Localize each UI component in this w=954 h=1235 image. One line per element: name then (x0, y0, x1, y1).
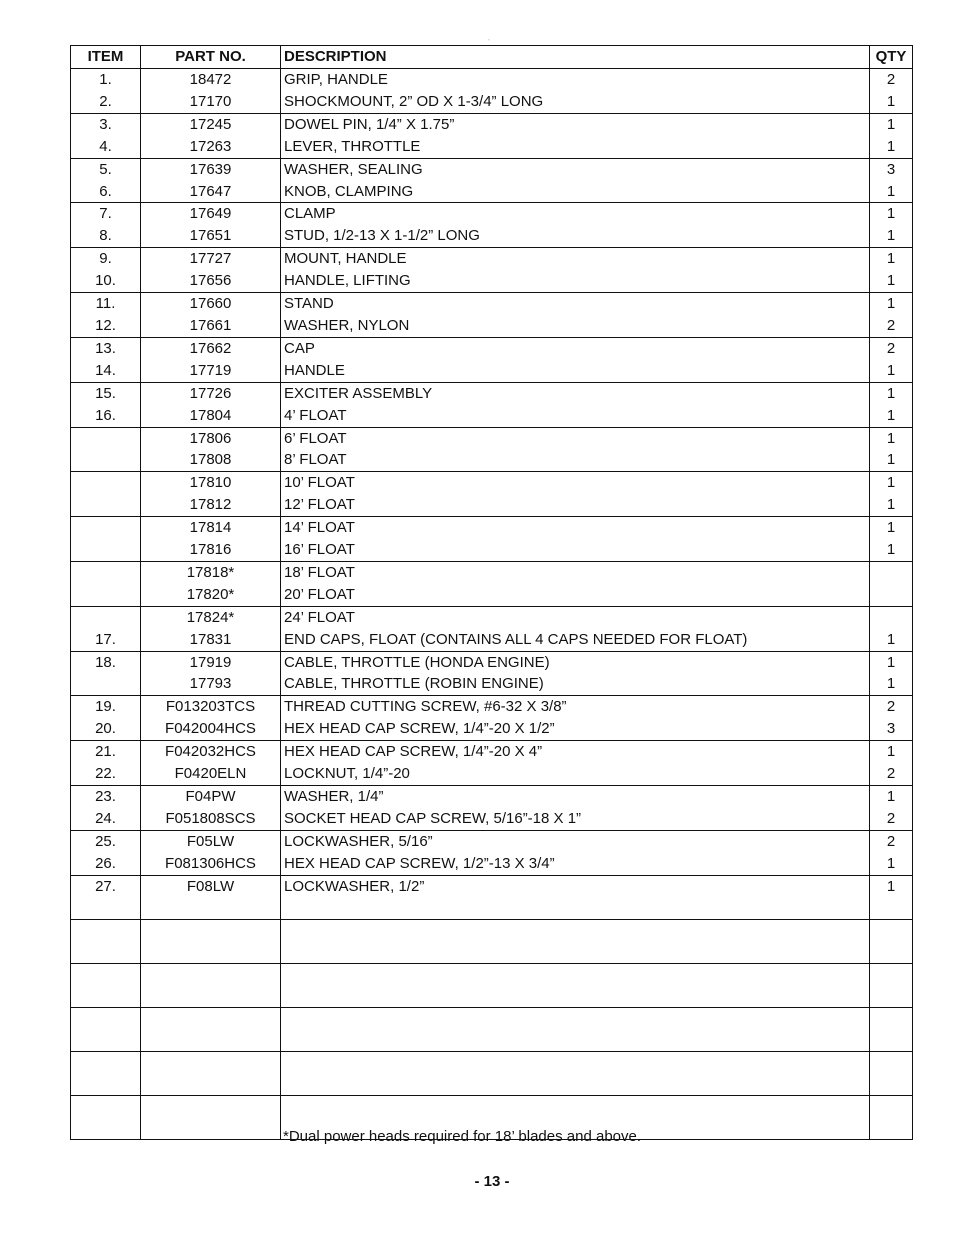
table-row (71, 651, 913, 673)
qty-cell: 1 (870, 449, 913, 471)
table-row (71, 405, 913, 427)
qty-cell: 1 (870, 113, 913, 135)
item-cell: 17. (71, 629, 141, 651)
empty-cell (71, 1052, 141, 1096)
part-no-cell: 17245 (141, 113, 281, 135)
qty-cell: 1 (870, 494, 913, 516)
description-cell: 14’ FLOAT (281, 517, 870, 539)
part-no-cell: F051808SCS (141, 808, 281, 830)
qty-cell: 1 (870, 853, 913, 875)
item-cell (71, 673, 141, 695)
item-cell: 16. (71, 405, 141, 427)
item-cell: 19. (71, 696, 141, 718)
description-cell: CABLE, THROTTLE (ROBIN ENGINE) (281, 673, 870, 695)
table-row (71, 853, 913, 875)
empty-cell (281, 920, 870, 964)
table-row (71, 718, 913, 740)
part-no-cell: 17263 (141, 136, 281, 158)
description-cell: 4’ FLOAT (281, 405, 870, 427)
item-cell: 6. (71, 181, 141, 203)
empty-cell (281, 1008, 870, 1052)
table-row (71, 539, 913, 561)
qty-cell: 1 (870, 539, 913, 561)
header-part-no: PART NO. (141, 46, 281, 69)
description-cell: SOCKET HEAD CAP SCREW, 5/16”-18 X 1” (281, 808, 870, 830)
description-cell: 12’ FLOAT (281, 494, 870, 516)
table-row (71, 494, 913, 516)
item-cell: 1. (71, 69, 141, 91)
qty-cell: 1 (870, 651, 913, 673)
qty-cell: 2 (870, 763, 913, 785)
table-row (71, 584, 913, 606)
part-no-cell: 17816 (141, 539, 281, 561)
item-cell (71, 427, 141, 449)
page-number: - 13 - (474, 1173, 510, 1190)
part-no-cell: 17812 (141, 494, 281, 516)
empty-cell (870, 964, 913, 1008)
item-cell: 8. (71, 225, 141, 247)
description-cell: LOCKWASHER, 1/2” (281, 875, 870, 897)
part-no-cell: F081306HCS (141, 853, 281, 875)
item-cell: 9. (71, 248, 141, 270)
item-cell (71, 898, 141, 920)
qty-cell: 2 (870, 696, 913, 718)
qty-cell: 1 (870, 248, 913, 270)
table-body (71, 69, 913, 1140)
part-no-cell: 17719 (141, 360, 281, 382)
table-row (71, 606, 913, 628)
item-cell (71, 472, 141, 494)
table-header-row (71, 46, 913, 69)
table-row (71, 203, 913, 225)
item-cell (71, 539, 141, 561)
empty-table-row (71, 920, 913, 964)
description-cell: 16’ FLOAT (281, 539, 870, 561)
table-row (71, 91, 913, 113)
description-cell: HANDLE (281, 360, 870, 382)
part-no-cell: 17651 (141, 225, 281, 247)
qty-cell: 1 (870, 181, 913, 203)
item-cell (71, 561, 141, 583)
description-cell: HEX HEAD CAP SCREW, 1/4”-20 X 4” (281, 741, 870, 763)
item-cell (71, 517, 141, 539)
qty-cell: 1 (870, 136, 913, 158)
part-no-cell: 17808 (141, 449, 281, 471)
table-row (71, 270, 913, 292)
parts-list-table (70, 45, 913, 1140)
table-row (71, 69, 913, 91)
qty-cell: 2 (870, 315, 913, 337)
item-cell: 24. (71, 808, 141, 830)
description-cell: HEX HEAD CAP SCREW, 1/4”-20 X 1/2” (281, 718, 870, 740)
item-cell: 3. (71, 113, 141, 135)
description-cell: 6’ FLOAT (281, 427, 870, 449)
table-row (71, 629, 913, 651)
part-no-cell: 17810 (141, 472, 281, 494)
part-no-cell: 17831 (141, 629, 281, 651)
description-cell: 20’ FLOAT (281, 584, 870, 606)
table-row (71, 786, 913, 808)
qty-cell (870, 584, 913, 606)
description-cell: CAP (281, 337, 870, 359)
item-cell: 11. (71, 293, 141, 315)
header-item: ITEM (71, 46, 141, 69)
description-cell: HEX HEAD CAP SCREW, 1/2”-13 X 3/4” (281, 853, 870, 875)
item-cell: 13. (71, 337, 141, 359)
table-row (71, 830, 913, 852)
description-cell: 24’ FLOAT (281, 606, 870, 628)
item-cell: 4. (71, 136, 141, 158)
qty-cell: 1 (870, 629, 913, 651)
empty-cell (141, 1052, 281, 1096)
empty-cell (281, 964, 870, 1008)
table-row (71, 472, 913, 494)
qty-cell: 1 (870, 360, 913, 382)
qty-cell: 1 (870, 293, 913, 315)
item-cell: 25. (71, 830, 141, 852)
table-row (71, 315, 913, 337)
part-no-cell: 17660 (141, 293, 281, 315)
qty-cell: 1 (870, 405, 913, 427)
description-cell: 18’ FLOAT (281, 561, 870, 583)
empty-table-row (71, 964, 913, 1008)
empty-cell (281, 1052, 870, 1096)
part-no-cell: F042004HCS (141, 718, 281, 740)
header-qty: QTY (870, 46, 913, 69)
description-cell: END CAPS, FLOAT (CONTAINS ALL 4 CAPS NEEDED FOR FLOAT) (281, 629, 870, 651)
header-mark: " (488, 38, 490, 43)
footnote: *Dual power heads required for 18’ blades and above. (283, 1128, 642, 1145)
part-no-cell: F05LW (141, 830, 281, 852)
description-cell: HANDLE, LIFTING (281, 270, 870, 292)
description-cell: MOUNT, HANDLE (281, 248, 870, 270)
empty-cell (71, 1096, 141, 1140)
table-row (71, 898, 913, 920)
description-cell: 10’ FLOAT (281, 472, 870, 494)
part-no-cell: 17804 (141, 405, 281, 427)
table-row (71, 360, 913, 382)
qty-cell: 1 (870, 382, 913, 404)
item-cell: 12. (71, 315, 141, 337)
part-no-cell: 17661 (141, 315, 281, 337)
description-cell: LEVER, THROTTLE (281, 136, 870, 158)
description-cell: SHOCKMOUNT, 2” OD X 1-3/4” LONG (281, 91, 870, 113)
table-row (71, 225, 913, 247)
qty-cell: 2 (870, 830, 913, 852)
item-cell: 20. (71, 718, 141, 740)
part-no-cell: F042032HCS (141, 741, 281, 763)
item-cell: 2. (71, 91, 141, 113)
qty-cell (870, 606, 913, 628)
table-row (71, 741, 913, 763)
empty-cell (141, 1096, 281, 1140)
description-cell: WASHER, 1/4” (281, 786, 870, 808)
part-no-cell: 17814 (141, 517, 281, 539)
empty-cell (71, 1008, 141, 1052)
part-no-cell: 17726 (141, 382, 281, 404)
item-cell: 18. (71, 651, 141, 673)
table-row (71, 136, 913, 158)
part-no-cell: F0420ELN (141, 763, 281, 785)
description-cell: DOWEL PIN, 1/4” X 1.75” (281, 113, 870, 135)
table-row (71, 337, 913, 359)
table-row (71, 673, 913, 695)
empty-cell (141, 964, 281, 1008)
qty-cell: 1 (870, 517, 913, 539)
qty-cell: 3 (870, 158, 913, 180)
empty-cell (71, 920, 141, 964)
part-no-cell: F013203TCS (141, 696, 281, 718)
qty-cell: 3 (870, 718, 913, 740)
table-row (71, 382, 913, 404)
item-cell: 15. (71, 382, 141, 404)
item-cell (71, 494, 141, 516)
empty-cell (870, 920, 913, 964)
item-cell (71, 449, 141, 471)
table-row (71, 158, 913, 180)
table-row (71, 449, 913, 471)
empty-cell (870, 1096, 913, 1140)
empty-table-row (71, 1008, 913, 1052)
qty-cell: 2 (870, 808, 913, 830)
part-no-cell: F08LW (141, 875, 281, 897)
description-cell: WASHER, NYLON (281, 315, 870, 337)
description-cell: 8’ FLOAT (281, 449, 870, 471)
description-cell: GRIP, HANDLE (281, 69, 870, 91)
qty-cell: 1 (870, 427, 913, 449)
item-cell: 26. (71, 853, 141, 875)
item-cell: 14. (71, 360, 141, 382)
table-row (71, 561, 913, 583)
item-cell: 23. (71, 786, 141, 808)
empty-cell (870, 1008, 913, 1052)
empty-cell (71, 964, 141, 1008)
part-no-cell: F04PW (141, 786, 281, 808)
part-no-cell: 17793 (141, 673, 281, 695)
table-row (71, 696, 913, 718)
qty-cell: 1 (870, 203, 913, 225)
qty-cell: 2 (870, 337, 913, 359)
item-cell: 5. (71, 158, 141, 180)
qty-cell: 1 (870, 673, 913, 695)
description-cell: KNOB, CLAMPING (281, 181, 870, 203)
description-cell: EXCITER ASSEMBLY (281, 382, 870, 404)
empty-cell (141, 1008, 281, 1052)
empty-cell (141, 920, 281, 964)
part-no-cell: 17727 (141, 248, 281, 270)
part-no-cell: 17818* (141, 561, 281, 583)
description-cell (281, 898, 870, 920)
part-no-cell: 17639 (141, 158, 281, 180)
part-no-cell (141, 898, 281, 920)
qty-cell: 1 (870, 91, 913, 113)
item-cell (71, 584, 141, 606)
qty-cell: 1 (870, 472, 913, 494)
qty-cell (870, 561, 913, 583)
part-no-cell: 18472 (141, 69, 281, 91)
header-description: DESCRIPTION (281, 46, 870, 69)
qty-cell: 1 (870, 225, 913, 247)
qty-cell (870, 898, 913, 920)
qty-cell: 1 (870, 741, 913, 763)
part-no-cell: 17170 (141, 91, 281, 113)
part-no-cell: 17919 (141, 651, 281, 673)
part-no-cell: 17656 (141, 270, 281, 292)
table-row (71, 181, 913, 203)
item-cell: 22. (71, 763, 141, 785)
description-cell: WASHER, SEALING (281, 158, 870, 180)
part-no-cell: 17806 (141, 427, 281, 449)
qty-cell: 1 (870, 875, 913, 897)
item-cell: 10. (71, 270, 141, 292)
table-row (71, 763, 913, 785)
table-row (71, 808, 913, 830)
description-cell: CLAMP (281, 203, 870, 225)
item-cell: 21. (71, 741, 141, 763)
table-row (71, 248, 913, 270)
item-cell: 27. (71, 875, 141, 897)
empty-cell (870, 1052, 913, 1096)
description-cell: THREAD CUTTING SCREW, #6-32 X 3/8” (281, 696, 870, 718)
qty-cell: 1 (870, 786, 913, 808)
part-no-cell: 17820* (141, 584, 281, 606)
description-cell: STAND (281, 293, 870, 315)
item-cell (71, 606, 141, 628)
description-cell: LOCKNUT, 1/4”-20 (281, 763, 870, 785)
table-row (71, 875, 913, 897)
description-cell: CABLE, THROTTLE (HONDA ENGINE) (281, 651, 870, 673)
part-no-cell: 17647 (141, 181, 281, 203)
table-row (71, 293, 913, 315)
table-row (71, 427, 913, 449)
table-row (71, 517, 913, 539)
part-no-cell: 17662 (141, 337, 281, 359)
part-no-cell: 17824* (141, 606, 281, 628)
item-cell: 7. (71, 203, 141, 225)
qty-cell: 2 (870, 69, 913, 91)
part-no-cell: 17649 (141, 203, 281, 225)
empty-table-row (71, 1052, 913, 1096)
qty-cell: 1 (870, 270, 913, 292)
description-cell: LOCKWASHER, 5/16” (281, 830, 870, 852)
table-row (71, 113, 913, 135)
description-cell: STUD, 1/2-13 X 1-1/2” LONG (281, 225, 870, 247)
